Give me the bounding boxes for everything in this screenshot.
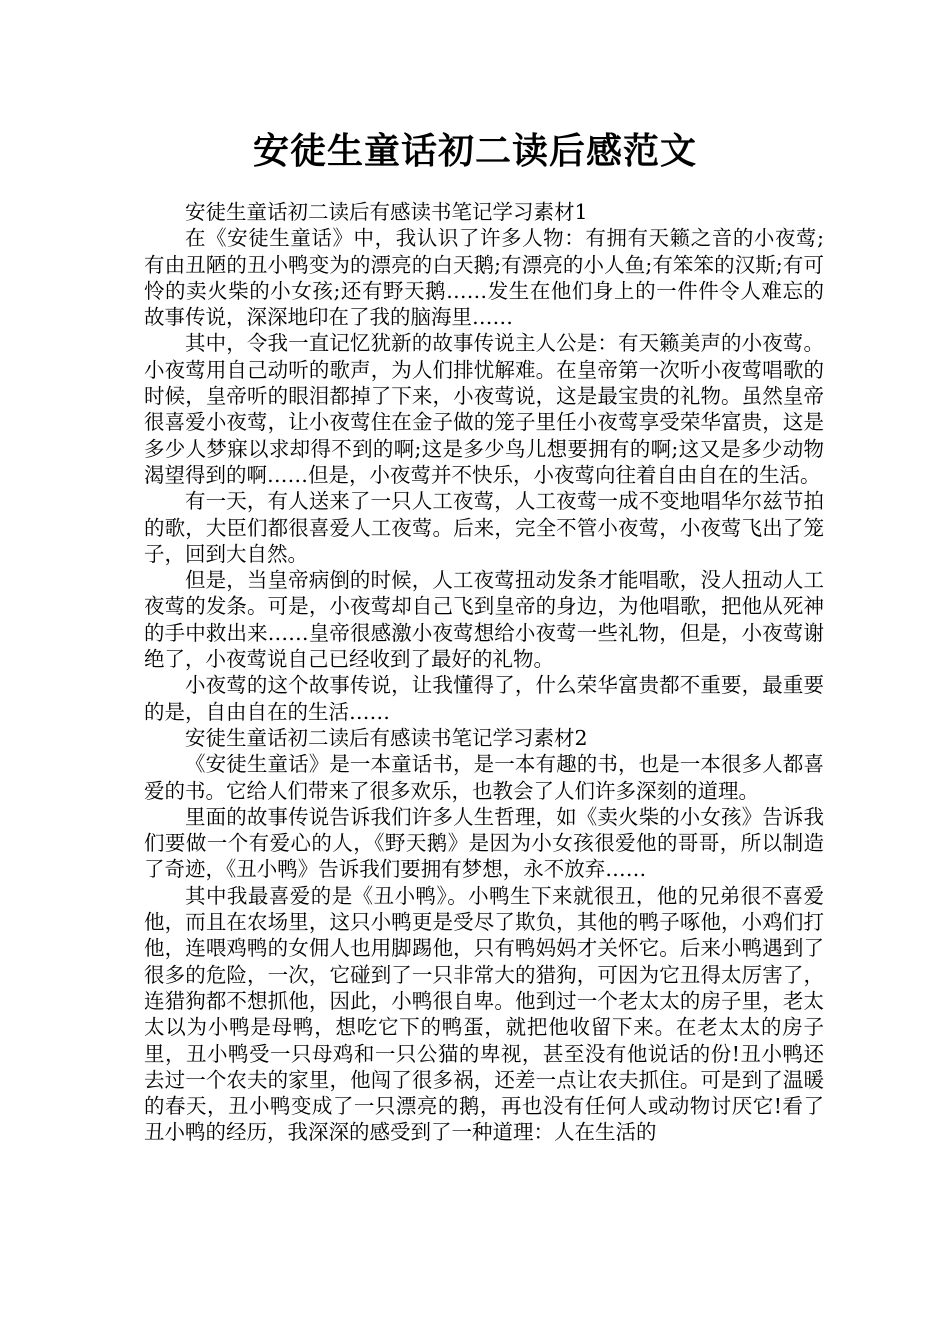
body-paragraph: 有一天，有人送来了一只人工夜莺，人工夜莺一成不变地唱华尔兹节拍的歌，大臣们都很喜爱人工夜莺。后来，完全不管小夜莺，小夜莺飞出了笼子，回到大自然。 bbox=[144, 489, 824, 566]
body-paragraph: 里面的故事传说告诉我们许多人生哲理，如《卖火柴的小女孩》告诉我们要做一个有爱心的人，《野天鹅》是因为小女孩很爱他的哥哥，所以制造了奇迹，《丑小鸭》告诉我们要拥有梦想，永不放弃…… bbox=[144, 804, 824, 882]
body-paragraph: 但是，当皇帝病倒的时候，人工夜莺扭动发条才能唱歌，没人扭动人工夜莺的发条。可是，小夜莺却自己飞到皇帝的身边，为他唱歌，把他从死神的手中救出来……皇帝很感激小夜莺想给小夜莺一些礼物，但是，小夜莺谢绝了，小夜莺说自己已经收到了最好的礼物。 bbox=[144, 568, 824, 672]
page-title: 安徒生童话初二读后感范文 bbox=[252, 131, 697, 172]
section-heading: 安徒生童话初二读后有感读书笔记学习素材2 bbox=[185, 725, 588, 750]
body-paragraph: 《安徒生童话》是一本童话书，是一本有趣的书，也是一本很多人都喜爱的书。它给人们带来了很多欢乐，也教会了人们许多深刻的道理。 bbox=[144, 752, 824, 803]
section-heading: 安徒生童话初二读后有感读书笔记学习素材1 bbox=[185, 200, 588, 224]
body-paragraph: 小夜莺的这个故事传说，让我懂得了，什么荣华富贵都不重要，最重要的是，自由自在的生活…… bbox=[144, 673, 824, 724]
body-paragraph: 在《安徒生童话》中，我认识了许多人物：有拥有天籁之音的小夜莺;有由丑陋的丑小鸭变为的漂亮的白天鹅;有漂亮的小人鱼;有笨笨的汉斯;有可怜的卖火柴的小女孩;还有野天鹅……发生在他们身上的一件件令人难忘的故事传说，深深地印在了我的脑海里…… bbox=[144, 226, 824, 330]
body-paragraph: 其中，令我一直记忆犹新的故事传说主人公是：有天籁美声的小夜莺。小夜莺用自己动听的歌声，为人们排忧解难。在皇帝第一次听小夜莺唱歌的时候，皇帝听的眼泪都掉了下来，小夜莺说，这是最宝贵的礼物。虽然皇帝很喜爱小夜莺，让小夜莺住在金子做的笼子里任小夜莺享受荣华富贵，这是多少人梦寐以求却得不到的啊;这是多少鸟儿想要拥有的啊;这又是多少动物渴望得到的啊……但是，小夜莺并不快乐，小夜莺向往着自由自在的生活。 bbox=[144, 331, 824, 487]
document-body bbox=[144, 199, 824, 1146]
body-paragraph: 其中我最喜爱的是《丑小鸭》。小鸭生下来就很丑，他的兄弟很不喜爱他，而且在农场里，这只小鸭更是受尽了欺负，其他的鸭子啄他，小鸡们打他，连喂鸡鸭的女佣人也用脚踢他，只有鸭妈妈才关怀它。后来小鸭遇到了很多的危险，一次，它碰到了一只非常大的猎狗，可因为它丑得太厉害了，连猎狗都不想抓他，因此，小鸭很自卑。他到过一个老太太的房子里，老太太以为小鸭是母鸭，想吃它下的鸭蛋，就把他收留下来。在老太太的房子里，丑小鸭受一只母鸡和一只公猫的卑视，甚至没有他说话的份!丑小鸭还去过一个农夫的家里，他闯了很多祸，还差一点让农夫抓住。可是到了温暖的春天，丑小鸭变成了一只漂亮的鹅，再也没有任何人或动物讨厌它!看了丑小鸭的经历，我深深的感受到了一种道理：人在生活的 bbox=[144, 883, 824, 1145]
